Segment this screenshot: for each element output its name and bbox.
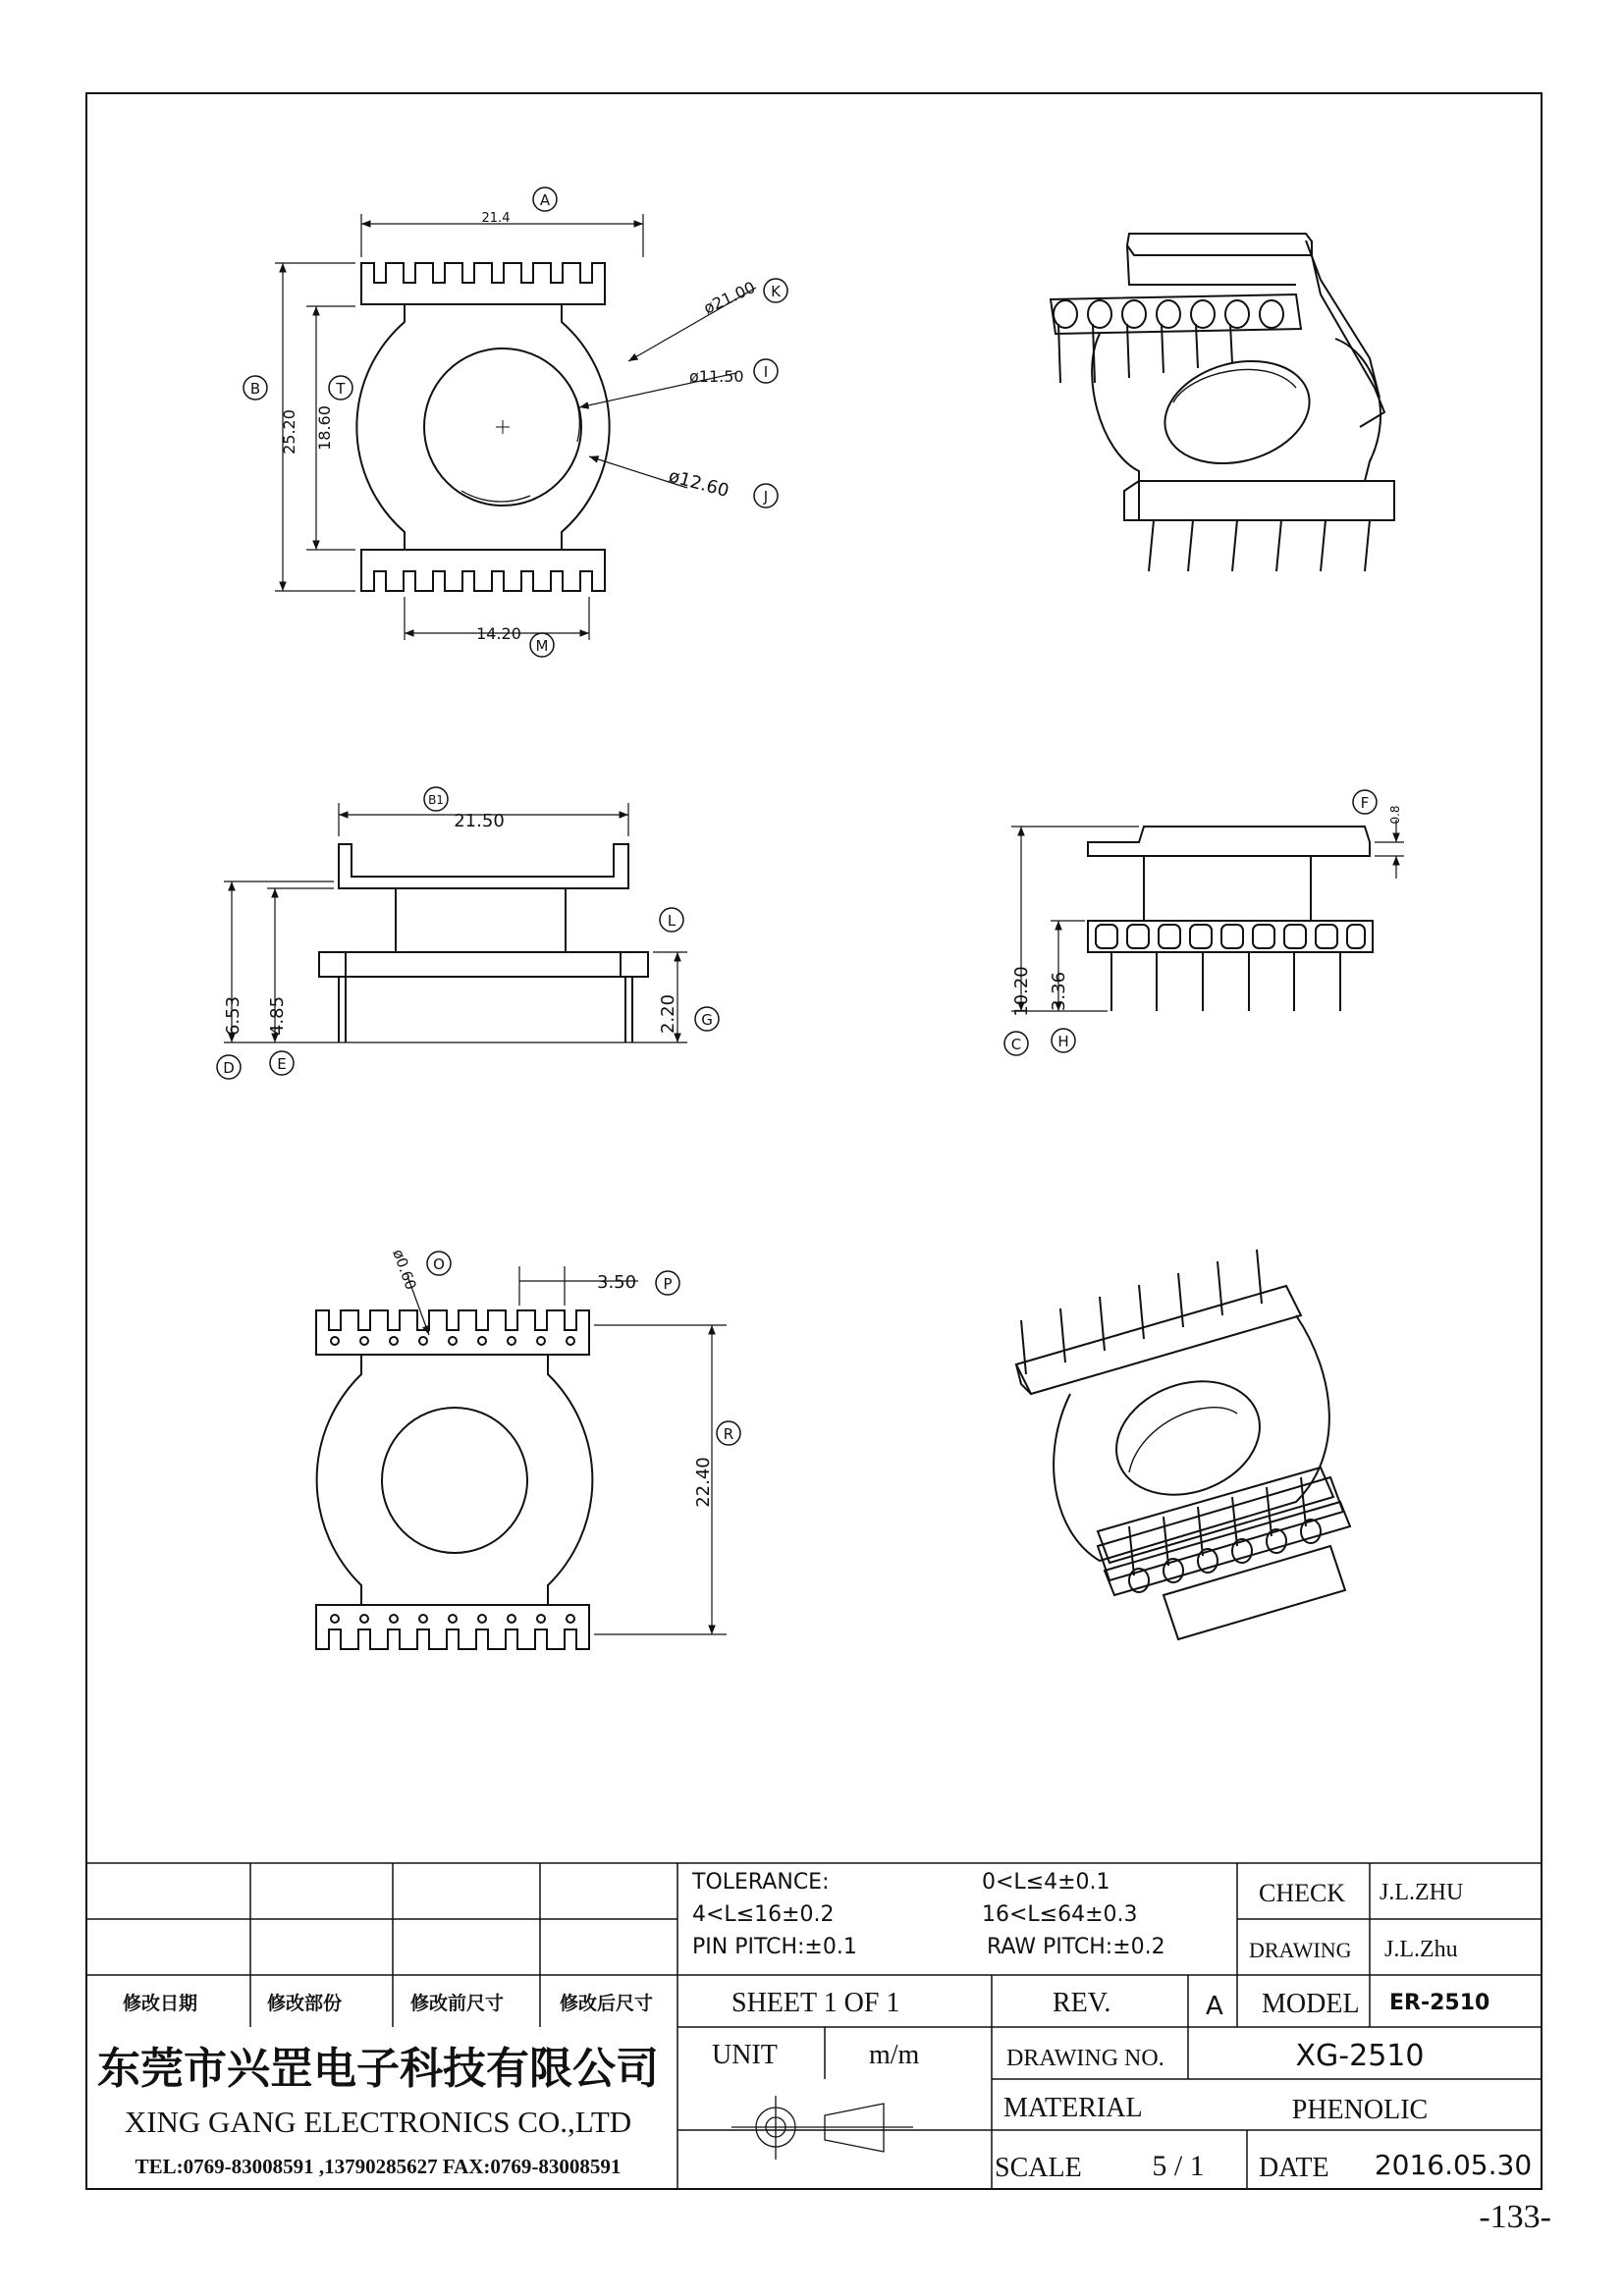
callout-o: O	[433, 1255, 445, 1273]
callout-b: B	[249, 380, 261, 398]
dim-b: 25.20	[280, 409, 298, 454]
callout-i: I	[763, 363, 769, 381]
scale-label: SCALE	[995, 2153, 1082, 2183]
check-label: CHECK	[1259, 1879, 1346, 1907]
rev-header-part: 修改部份	[267, 1993, 343, 2014]
callout-k: K	[771, 283, 781, 300]
company-name-en: XING GANG ELECTRONICS CO.,LTD	[124, 2105, 632, 2139]
drawing-label: DRAWING	[1249, 1938, 1352, 1962]
bottom-view-dimensions	[407, 1266, 727, 1634]
tolerance-label: TOLERANCE:	[692, 1870, 830, 1895]
tolerance-row2-left: 4<L≤16±0.2	[692, 1902, 835, 1927]
rev-header-before: 修改前尺寸	[410, 1993, 505, 2014]
callout-r: R	[723, 1425, 734, 1443]
side-view-dimensions	[1011, 820, 1404, 1011]
date-label: DATE	[1259, 2153, 1329, 2183]
model-label: MODEL	[1262, 1989, 1360, 2019]
dim-r: 22.40	[693, 1457, 714, 1508]
dim-p: 3.50	[597, 1272, 637, 1293]
dim-b1: 21.50	[454, 811, 505, 831]
callout-b1: B1	[428, 793, 444, 807]
tolerance-row1: 0<L≤4±0.1	[982, 1870, 1110, 1895]
callout-t: T	[336, 380, 346, 398]
dim-o: ø0.60	[389, 1247, 420, 1293]
dim-h: 3.36	[1049, 971, 1069, 1012]
callout-m: M	[535, 637, 549, 655]
dim-j: ø12.60	[666, 465, 731, 503]
callout-a: A	[539, 191, 551, 209]
dim-e: 4.85	[267, 995, 288, 1037]
scale-value: 5 / 1	[1152, 2150, 1205, 2182]
company-contact: TEL:0769-83008591 ,13790285627 FAX:0769-83008591	[135, 2155, 622, 2178]
top-view	[356, 263, 609, 591]
dim-t: 18.60	[315, 405, 334, 451]
callout-g: G	[701, 1011, 713, 1029]
top-view-dimensions	[275, 214, 759, 640]
model-value: ER-2510	[1389, 1991, 1490, 2015]
material-value: PHENOLIC	[1291, 2095, 1429, 2125]
dim-d: 6.53	[223, 995, 244, 1037]
material-label: MATERIAL	[1003, 2093, 1143, 2123]
callout-j: J	[763, 488, 769, 506]
date-value: 2016.05.30	[1374, 2149, 1533, 2181]
dim-m: 14.20	[476, 624, 521, 643]
callout-f: F	[1360, 794, 1370, 812]
dim-f: 0.8	[1388, 805, 1402, 825]
callout-l: L	[667, 912, 677, 930]
dim-c: 10.20	[1011, 966, 1032, 1017]
tolerance-row2-right: 16<L≤64±0.3	[982, 1902, 1138, 1927]
pin-pitch: PIN PITCH:±0.1	[692, 1935, 857, 1959]
unit-label: UNIT	[712, 2040, 778, 2070]
dim-a: 21.4	[481, 211, 511, 226]
callout-d: D	[223, 1059, 235, 1077]
dim-g: 2.20	[658, 993, 678, 1035]
callout-p: P	[663, 1275, 673, 1293]
front-view-dimensions	[224, 803, 687, 1042]
projection-symbol	[731, 2096, 913, 2160]
drawing-value: J.L.Zhu	[1384, 1937, 1458, 1962]
rev-header-date: 修改日期	[123, 1993, 198, 2014]
side-view	[1088, 827, 1373, 1011]
unit-value: m/m	[869, 2040, 920, 2070]
drawing-no-label: DRAWING NO.	[1006, 2046, 1164, 2071]
callout-e: E	[277, 1055, 287, 1073]
bottom-view	[316, 1310, 592, 1649]
isometric-view-1	[1051, 234, 1394, 571]
dim-i: ø11.50	[689, 367, 744, 386]
dim-k: ø21.00	[700, 277, 759, 318]
company-name-cn: 东莞市兴罡电子科技有限公司	[97, 2044, 659, 2094]
check-value: J.L.ZHU	[1380, 1880, 1464, 1905]
callout-c: C	[1010, 1036, 1022, 1053]
rev-header-after: 修改后尺寸	[560, 1993, 654, 2014]
sheet-count: SHEET 1 OF 1	[731, 1988, 900, 2018]
drawing-no-value: XG-2510	[1295, 2039, 1425, 2073]
rev-value: A	[1206, 1992, 1223, 2021]
front-view	[319, 844, 648, 1042]
isometric-view-2	[1016, 1250, 1350, 1639]
raw-pitch: RAW PITCH:±0.2	[987, 1935, 1165, 1959]
rev-label: REV.	[1053, 1988, 1111, 2018]
page-number: -133-	[1479, 2199, 1551, 2235]
callout-h: H	[1057, 1033, 1069, 1050]
